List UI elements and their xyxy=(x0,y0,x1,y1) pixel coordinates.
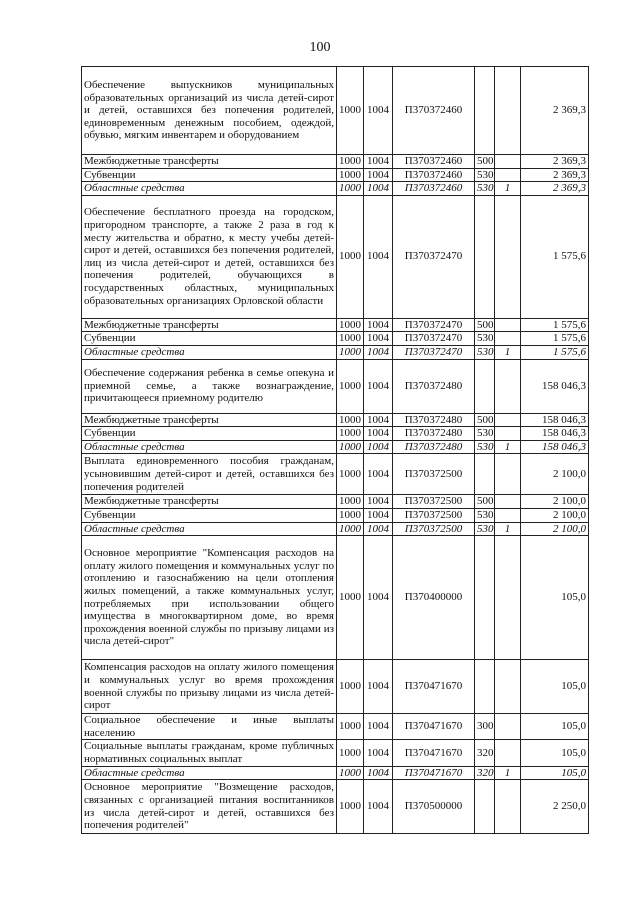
amount: 158 046,3 xyxy=(521,440,589,454)
subsection-code: 1004 xyxy=(364,155,393,169)
row-name: Межбюджетные трансферты xyxy=(82,495,337,509)
section-code: 1000 xyxy=(337,536,364,660)
target-article-code: П370372500 xyxy=(393,522,475,536)
table-row xyxy=(82,522,589,536)
funding-source-code xyxy=(495,413,521,427)
row-name: Компенсация расходов на оплату жилого помещения и коммунальных услуг во время прохождения военной службы по призыву лицами из числа детей-сирот xyxy=(82,660,337,714)
row-name: Субвенции xyxy=(82,332,337,346)
target-article-code: П370372470 xyxy=(393,345,475,359)
section-code: 1000 xyxy=(337,318,364,332)
row-name: Областные средства xyxy=(82,345,337,359)
expense-type-code: 500 xyxy=(475,413,495,427)
amount: 2 100,0 xyxy=(521,508,589,522)
subsection-code: 1004 xyxy=(364,766,393,780)
table-row xyxy=(82,495,589,509)
target-article-code: П370372460 xyxy=(393,168,475,182)
funding-source-code: 1 xyxy=(495,766,521,780)
section-code: 1000 xyxy=(337,195,364,318)
expense-type-code: 530 xyxy=(475,168,495,182)
subsection-code: 1004 xyxy=(364,67,393,155)
expense-type-code: 530 xyxy=(475,522,495,536)
table-row xyxy=(82,780,589,834)
row-name: Субвенции xyxy=(82,427,337,441)
section-code: 1000 xyxy=(337,454,364,495)
amount: 105,0 xyxy=(521,660,589,714)
funding-source-code: 1 xyxy=(495,440,521,454)
amount: 105,0 xyxy=(521,714,589,740)
funding-source-code xyxy=(495,495,521,509)
expense-type-code: 530 xyxy=(475,332,495,346)
target-article-code: П370372470 xyxy=(393,195,475,318)
row-name: Областные средства xyxy=(82,522,337,536)
row-name: Обеспечение содержания ребенка в семье опекуна и приемной семье, а также вознаграждение, причитающееся приемному родителю xyxy=(82,359,337,413)
table-row xyxy=(82,155,589,169)
target-article-code: П370400000 xyxy=(393,536,475,660)
section-code: 1000 xyxy=(337,413,364,427)
section-code: 1000 xyxy=(337,155,364,169)
amount: 1 575,6 xyxy=(521,345,589,359)
section-code: 1000 xyxy=(337,780,364,834)
funding-source-code xyxy=(495,780,521,834)
subsection-code: 1004 xyxy=(364,536,393,660)
section-code: 1000 xyxy=(337,660,364,714)
amount: 2 100,0 xyxy=(521,454,589,495)
section-code: 1000 xyxy=(337,359,364,413)
funding-source-code xyxy=(495,332,521,346)
amount: 158 046,3 xyxy=(521,413,589,427)
row-name: Областные средства xyxy=(82,182,337,196)
amount: 2 250,0 xyxy=(521,780,589,834)
row-name: Выплата единовременного пособия гражданам, усыновившим детей-сирот и детей, оставшихся без попечения родителей xyxy=(82,454,337,495)
funding-source-code xyxy=(495,508,521,522)
table-row xyxy=(82,182,589,196)
funding-source-code xyxy=(495,195,521,318)
amount: 1 575,6 xyxy=(521,332,589,346)
target-article-code: П370372500 xyxy=(393,495,475,509)
target-article-code: П370471670 xyxy=(393,766,475,780)
expense-type-code xyxy=(475,67,495,155)
funding-source-code xyxy=(495,740,521,766)
section-code: 1000 xyxy=(337,740,364,766)
expense-type-code xyxy=(475,536,495,660)
table-row xyxy=(82,332,589,346)
target-article-code: П370372500 xyxy=(393,454,475,495)
table-row xyxy=(82,195,589,318)
row-name: Обеспечение бесплатного проезда на городском, пригородном транспорте, а также 2 раза в год к месту жительства и обратно, к месту учебы детей-сирот и детей, оставшихся без попечения родителей, лиц из числа детей-сирот и детей, оставшихся без попечения родителей, обучающихся в государственных областных, муниципальных образовательных организациях Орловской области xyxy=(82,195,337,318)
target-article-code: П370471670 xyxy=(393,740,475,766)
funding-source-code xyxy=(495,67,521,155)
expense-type-code: 500 xyxy=(475,155,495,169)
section-code: 1000 xyxy=(337,332,364,346)
expense-type-code: 500 xyxy=(475,495,495,509)
table-row xyxy=(82,345,589,359)
row-name: Межбюджетные трансферты xyxy=(82,318,337,332)
amount: 105,0 xyxy=(521,740,589,766)
expense-type-code: 300 xyxy=(475,714,495,740)
row-name: Субвенции xyxy=(82,168,337,182)
section-code: 1000 xyxy=(337,168,364,182)
target-article-code: П370471670 xyxy=(393,660,475,714)
amount: 2 369,3 xyxy=(521,67,589,155)
amount: 158 046,3 xyxy=(521,427,589,441)
subsection-code: 1004 xyxy=(364,359,393,413)
funding-source-code xyxy=(495,155,521,169)
table-row xyxy=(82,359,589,413)
expense-type-code: 530 xyxy=(475,508,495,522)
row-name: Областные средства xyxy=(82,766,337,780)
row-name: Субвенции xyxy=(82,508,337,522)
target-article-code: П370372460 xyxy=(393,155,475,169)
target-article-code: П370500000 xyxy=(393,780,475,834)
subsection-code: 1004 xyxy=(364,332,393,346)
table-row xyxy=(82,318,589,332)
amount: 158 046,3 xyxy=(521,359,589,413)
row-name: Межбюджетные трансферты xyxy=(82,413,337,427)
row-name: Областные средства xyxy=(82,440,337,454)
amount: 2 100,0 xyxy=(521,522,589,536)
subsection-code: 1004 xyxy=(364,182,393,196)
subsection-code: 1004 xyxy=(364,413,393,427)
funding-source-code xyxy=(495,318,521,332)
table-row xyxy=(82,168,589,182)
table-row xyxy=(82,427,589,441)
page-number: 100 xyxy=(309,40,331,55)
subsection-code: 1004 xyxy=(364,427,393,441)
subsection-code: 1004 xyxy=(364,454,393,495)
row-name: Социальное обеспечение и иные выплаты населению xyxy=(82,714,337,740)
subsection-code: 1004 xyxy=(364,780,393,834)
expense-type-code xyxy=(475,195,495,318)
expense-type-code: 500 xyxy=(475,318,495,332)
table-row xyxy=(82,766,589,780)
table-row xyxy=(82,740,589,766)
section-code: 1000 xyxy=(337,182,364,196)
row-name: Основное мероприятие "Компенсация расходов на оплату жилого помещения и коммунальных услуг по отоплению и газоснабжению на цели отопления жилых помещений, а также коммунальных услуг, потребляемых при использовании общего имущества в многоквартирном доме, во время прохождения военной службы по призыву лицами из числа детей-сирот" xyxy=(82,536,337,660)
row-name: Обеспечение выпускников муниципальных образовательных организаций из числа детей-сирот и детей, оставшихся без попечения родителей, единовременным денежным пособием, одеждой, обувью, мягким инвентарем и оборудованием xyxy=(82,67,337,155)
table-row xyxy=(82,440,589,454)
section-code: 1000 xyxy=(337,345,364,359)
funding-source-code xyxy=(495,359,521,413)
funding-source-code: 1 xyxy=(495,345,521,359)
target-article-code: П370372460 xyxy=(393,67,475,155)
expense-type-code xyxy=(475,660,495,714)
section-code: 1000 xyxy=(337,766,364,780)
funding-source-code: 1 xyxy=(495,182,521,196)
funding-source-code xyxy=(495,427,521,441)
funding-source-code xyxy=(495,168,521,182)
subsection-code: 1004 xyxy=(364,345,393,359)
table-row xyxy=(82,660,589,714)
target-article-code: П370372470 xyxy=(393,332,475,346)
subsection-code: 1004 xyxy=(364,195,393,318)
target-article-code: П370372480 xyxy=(393,427,475,441)
budget-table xyxy=(81,66,589,834)
section-code: 1000 xyxy=(337,522,364,536)
target-article-code: П370372480 xyxy=(393,413,475,427)
target-article-code: П370372480 xyxy=(393,359,475,413)
amount: 2 369,3 xyxy=(521,182,589,196)
amount: 105,0 xyxy=(521,766,589,780)
section-code: 1000 xyxy=(337,495,364,509)
target-article-code: П370471670 xyxy=(393,714,475,740)
amount: 2 369,3 xyxy=(521,168,589,182)
amount: 105,0 xyxy=(521,536,589,660)
target-article-code: П370372460 xyxy=(393,182,475,196)
section-code: 1000 xyxy=(337,440,364,454)
amount: 2 100,0 xyxy=(521,495,589,509)
row-name: Социальные выплаты гражданам, кроме публичных нормативных социальных выплат xyxy=(82,740,337,766)
section-code: 1000 xyxy=(337,427,364,441)
section-code: 1000 xyxy=(337,508,364,522)
row-name: Межбюджетные трансферты xyxy=(82,155,337,169)
target-article-code: П370372470 xyxy=(393,318,475,332)
expense-type-code xyxy=(475,359,495,413)
funding-source-code xyxy=(495,714,521,740)
subsection-code: 1004 xyxy=(364,660,393,714)
funding-source-code: 1 xyxy=(495,522,521,536)
funding-source-code xyxy=(495,536,521,660)
funding-source-code xyxy=(495,454,521,495)
amount: 1 575,6 xyxy=(521,195,589,318)
table-row xyxy=(82,454,589,495)
subsection-code: 1004 xyxy=(364,522,393,536)
expense-type-code: 320 xyxy=(475,766,495,780)
target-article-code: П370372480 xyxy=(393,440,475,454)
subsection-code: 1004 xyxy=(364,318,393,332)
table-row xyxy=(82,536,589,660)
funding-source-code xyxy=(495,660,521,714)
amount: 2 369,3 xyxy=(521,155,589,169)
subsection-code: 1004 xyxy=(364,740,393,766)
subsection-code: 1004 xyxy=(364,440,393,454)
expense-type-code: 530 xyxy=(475,440,495,454)
expense-type-code: 320 xyxy=(475,740,495,766)
expense-type-code xyxy=(475,454,495,495)
expense-type-code: 530 xyxy=(475,182,495,196)
expense-type-code xyxy=(475,780,495,834)
target-article-code: П370372500 xyxy=(393,508,475,522)
section-code: 1000 xyxy=(337,67,364,155)
expense-type-code: 530 xyxy=(475,427,495,441)
row-name: Основное мероприятие "Возмещение расходов, связанных с организацией питания воспитанников из числа детей-сирот и детей, оставшихся без попечения родителей" xyxy=(82,780,337,834)
subsection-code: 1004 xyxy=(364,714,393,740)
subsection-code: 1004 xyxy=(364,508,393,522)
section-code: 1000 xyxy=(337,714,364,740)
subsection-code: 1004 xyxy=(364,168,393,182)
expense-type-code: 530 xyxy=(475,345,495,359)
table-row xyxy=(82,714,589,740)
table-row xyxy=(82,508,589,522)
amount: 1 575,6 xyxy=(521,318,589,332)
subsection-code: 1004 xyxy=(364,495,393,509)
table-row xyxy=(82,67,589,155)
table-row xyxy=(82,413,589,427)
